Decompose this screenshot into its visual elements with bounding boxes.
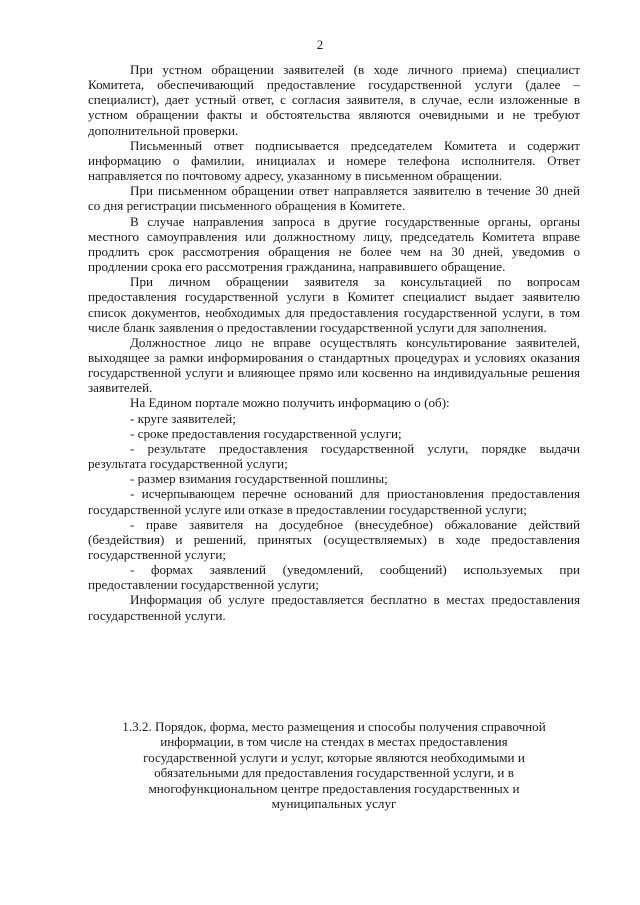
section-heading: 1.3.2. Порядок, форма, место размещения и способы получения справочной информации, в том числе на стендах в местах предоставления государственной услуги и услуг, которые являются необходимыми и обязательными для предоставления государственной услуги, и в многофункциональном центре предоставления государственных и муниципальных услуг [122,719,546,812]
page-number: 2 [316,37,324,52]
paragraph-written-answer: Письменный ответ подписывается председателем Комитета и содержит информацию о фамилии, инициалах и номере телефона исполнителя. Ответ направляется по почтовому адресу, указанному в письменном обращении. [88,137,580,184]
list-item-application-forms: - формах заявлений (уведомлений, сообщений) используемых при предоставлении государственной услуги; [88,562,580,593]
paragraph-free-info: Информация об услуге предоставляется бесплатно в местах предоставления государственной услуги. [88,592,580,623]
paragraph-consulting-limits: Должностное лицо не вправе осуществлять консультирование заявителей, выходящее за рамки информирования о стандартных процедурах и условиях оказания государственной услуги и влияющее прямо или косвенно на индивидуальные решения заявителей. [88,334,580,396]
list-item-grounds-suspension: - исчерпывающем перечне оснований для приостановления предоставления государственной услуге или отказе в предоставлении государственной услуги; [88,486,580,517]
paragraph-30-days: При письменном обращении ответ направляется заявителю в течение 30 дней со дня регистрации письменного обращения в Комитете. [88,183,580,214]
paragraph-portal-intro: На Едином портале можно получить информацию о (об): [130,395,450,411]
list-item-applicants: - круге заявителей; [130,410,236,426]
paragraph-oral-appeal: При устном обращении заявителей (в ходе личного приема) специалист Комитета, обеспечивающий предоставление государственной услуги (далее – специалист), дает устный ответ, с согласия заявителя, в случае, если изложенные в устном обращении факты и обстоятельства являются очевидными и не требуют дополнительной проверки. [88,62,580,138]
paragraph-personal-consultation: При личном обращении заявителя за консультацией по вопросам предоставления государственной услуги в Комитет специалист выдает заявителю список документов, необходимых для предоставления государственной услуги, в том числе бланк заявления о предоставлении государственной услуги для заполнения. [88,274,580,335]
list-item-state-fee: - размер взимания государственной пошлины; [130,471,388,487]
paragraph-extension: В случае направления запроса в другие государственные органы, органы местного самоуправления или должностному лицу, председатель Комитета вправе продлить срок рассмотрения обращения не более чем на 30 дней, уведомив о продлении срока его рассмотрения гражданина, направившего обращение. [88,213,580,275]
list-item-service-result: - результате предоставления государственной услуги, порядке выдачи результата государственной услуги; [88,440,580,472]
list-item-service-term: - сроке предоставления государственной услуги; [130,425,402,441]
list-item-appeal-rights: - праве заявителя на досудебное (внесудебное) обжалование действий (бездействия) и решений, принятых (осуществляемых) в ходе предоставления государственной услуги; [88,516,580,562]
body-text [88,62,580,623]
